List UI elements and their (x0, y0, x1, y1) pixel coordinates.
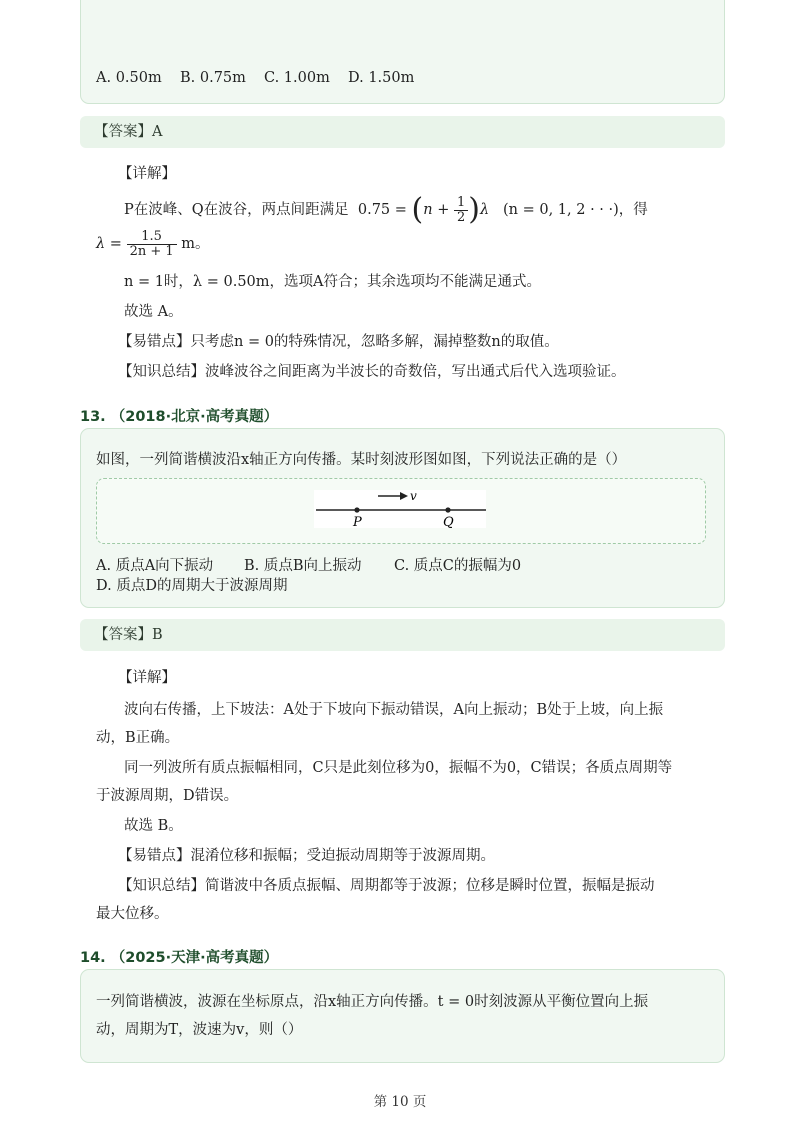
detail-title: 【详解】 (118, 166, 176, 182)
question-14-box (80, 969, 725, 1063)
mistake-line (118, 844, 495, 865)
detail-title: 【详解】 (118, 670, 176, 686)
summary-line-1 (118, 874, 655, 895)
question-14-stem-1: 一列简谐横波，波源在坐标原点，沿x轴正方向传播。t = 0时刻波源从平衡位置向上振 (96, 994, 649, 1010)
mistake-text: 只考虑n = 0的特殊情况，忽略多解，漏掉整数n的取值。 (190, 334, 559, 350)
velocity-label: v (410, 489, 417, 503)
mistake-line (118, 330, 559, 351)
detail-line-4: 于波源周期，D错误。 (96, 788, 239, 804)
question-12-box (80, 0, 725, 104)
mistake-tag: 【易错点】 (118, 848, 191, 864)
question-13-stem: 如图，一列简谐横波沿x轴正方向传播。某时刻波形图如图，下列说法正确的是（） (96, 452, 627, 468)
answer-label: 【答案】B (94, 627, 163, 643)
detail-line-2 (96, 226, 210, 262)
detail-line-2: 动，B正确。 (96, 730, 180, 746)
detail-line-4: 故选 A。 (124, 304, 183, 320)
fraction-wavelength: $\frac{1.5}{2n + 1}$ (127, 230, 177, 258)
summary-tag: 【知识总结】 (118, 364, 205, 380)
question-13-header: 13. （2018·北京·高考真题） (80, 409, 279, 425)
point-p-label: P (353, 515, 362, 530)
math-n: n + (423, 202, 450, 218)
math-value: 0.75 = (357, 202, 407, 218)
paren-open: ( (411, 192, 424, 227)
summary-text: 简谐波中各质点振幅、周期都等于波源；位移是瞬时位置，振幅是振动 (205, 878, 655, 894)
summary-text: 波峰波谷之间距离为半波长的奇数倍，写出通式后代入选项验证。 (205, 364, 626, 380)
detail-text: P在波峰、Q在波谷，两点间距满足 (124, 202, 349, 218)
point-q-label: Q (443, 515, 454, 530)
math-lhs: λ = (96, 236, 122, 252)
mistake-text: 混淆位移和振幅；受迫振动周期等于波源周期。 (190, 848, 495, 864)
option-c: C. 1.00m (264, 70, 330, 86)
detail-line-3: 同一列波所有质点振幅相同，C只是此刻位移为0，振幅不为0，C错误；各质点周期等 (124, 760, 673, 776)
fraction-half: $\frac{1}{2}$ (454, 196, 468, 224)
detail-line-5: 故选 B。 (124, 818, 183, 834)
option-b: B. 0.75m (180, 70, 246, 86)
answer-bar-13 (80, 619, 725, 651)
math-condition: (n = 0, 1, 2 · · ·)，得 (503, 202, 648, 218)
option-d: D. 1.50m (348, 70, 415, 86)
math-lambda: λ (479, 202, 490, 218)
question-14-header: 14. （2025·天津·高考真题） (80, 950, 279, 966)
answer-label: 【答案】A (94, 124, 163, 140)
option-d: D. 质点D的周期大于波源周期 (96, 578, 288, 594)
mistake-tag: 【易错点】 (118, 334, 191, 350)
summary-line-2: 最大位移。 (96, 906, 169, 922)
option-a: A. 0.50m (96, 70, 162, 86)
detail-line-1: 波向右传播，上下坡法：A处于下坡向下振动错误，A向上振动；B处于上坡，向上振 (124, 702, 664, 718)
option-c: C. 质点C的振幅为0 (394, 558, 522, 574)
summary-tag: 【知识总结】 (118, 878, 205, 894)
option-b: B. 质点B向上振动 (244, 558, 362, 574)
question-14-stem-2: 动，周期为T，波速为v，则（） (96, 1022, 303, 1038)
option-a: A. 质点A向下振动 (96, 558, 214, 574)
paren-close: ) (468, 192, 480, 227)
detail-line-3: n = 1时，λ = 0.50m，选项A符合；其余选项均不能满足通式。 (124, 274, 541, 290)
math-unit: m。 (181, 236, 210, 252)
wave-figure (300, 486, 500, 534)
page-number: 第 10 页 (373, 1094, 427, 1110)
summary-line (118, 360, 626, 381)
answer-bar-12 (80, 116, 725, 148)
detail-line-1 (124, 190, 648, 230)
